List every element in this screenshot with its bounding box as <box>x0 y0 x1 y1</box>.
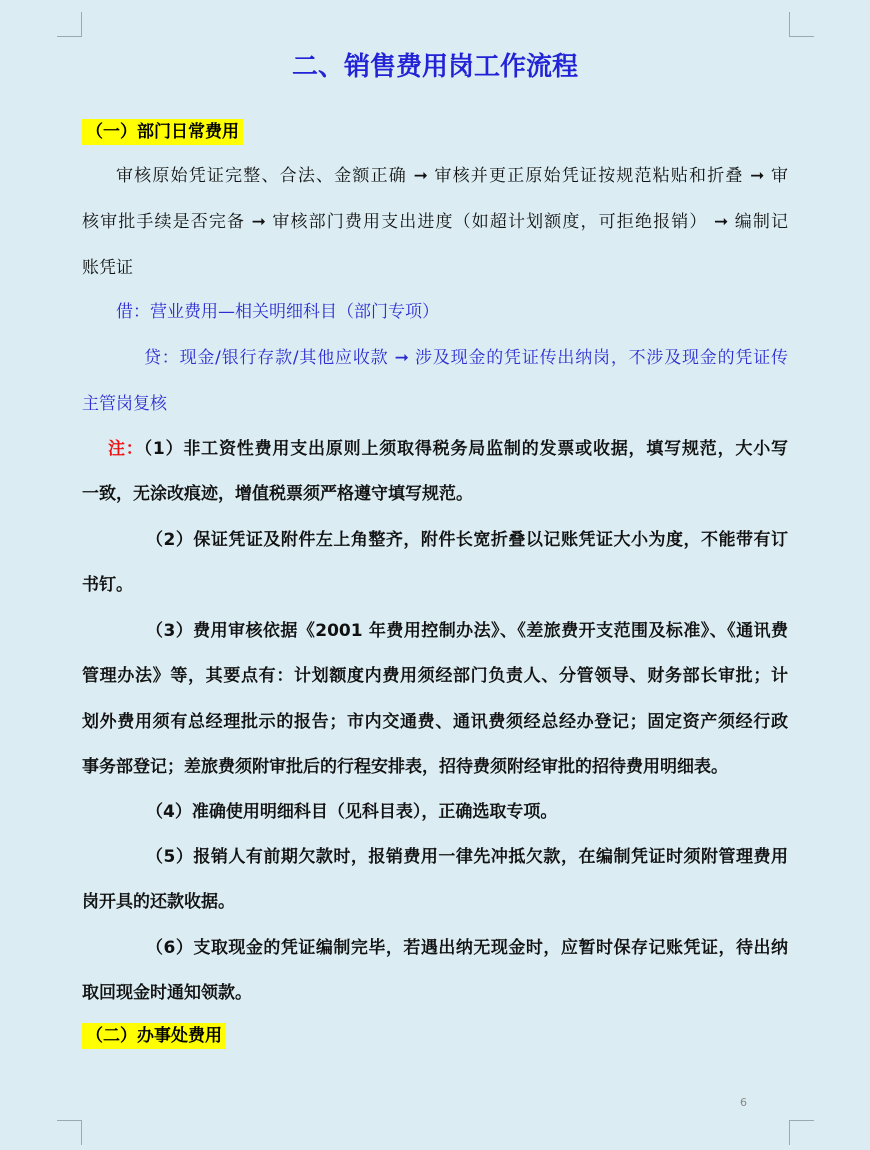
note-3-line-2: 管理办法》等，其要点有：计划额度内费用须经部门负责人、分管领导、财务部长审批；计 <box>82 666 788 686</box>
note-3-line-1: （3）费用审核依据《2001 年费用控制办法》、《差旅费开支范围及标准》、《通讯费 <box>146 621 788 641</box>
section-heading-1-wrap <box>82 120 788 144</box>
note-3-line-4: 事务部登记；差旅费须附审批后的行程安排表，招待费须附经审批的招待费用明细表。 <box>82 757 728 777</box>
note-1-line-2: 一致，无涂改痕迹，增值税票须严格遵守填写规范。 <box>82 484 473 504</box>
note-5-line-1: （5）报销人有前期欠款时，报销费用一律先冲抵欠款，在编制凭证时须附管理费用 <box>146 847 788 867</box>
section-heading-2-wrap <box>82 1024 788 1048</box>
page-corner-mark-bottom-right <box>789 1120 814 1145</box>
note-label: 注： <box>108 439 144 459</box>
credit-entry-line-2: 主管岗复核 <box>82 394 167 414</box>
flow-line-1: 审核原始凭证完整、合法、金额正确 ➞ 审核并更正原始凭证按规范粘贴和折叠 ➞ 审 <box>116 166 788 186</box>
page-number: 6 <box>740 1096 747 1109</box>
section-heading-department-expenses: （一）部门日常费用 <box>82 119 243 145</box>
note-6-line-2: 取回现金时通知领款。 <box>82 983 252 1003</box>
page-corner-mark-top-right <box>789 12 814 37</box>
note-2-line-1: （2）保证凭证及附件左上角整齐，附件长宽折叠以记账凭证大小为度，不能带有订 <box>146 530 788 550</box>
section-heading-office-expenses: （二）办事处费用 <box>82 1023 226 1049</box>
note-4-line-1: （4）准确使用明细科目（见科目表），正确选取专项。 <box>146 802 558 822</box>
note-6-line-1: （6）支取现金的凭证编制完毕，若遇出纳无现金时，应暂时保存记账凭证，待出纳 <box>146 938 788 958</box>
page-title: 二、销售费用岗工作流程 <box>291 52 578 82</box>
flow-line-2: 核审批手续是否完备 ➞ 审核部门费用支出进度（如超计划额度，可拒绝报销） ➞ 编制记 <box>82 212 788 232</box>
note-3-line-3: 划外费用须有总经理批示的报告；市内交通费、通讯费须经总经办登记；固定资产须经行政 <box>82 712 788 732</box>
note-2-line-2: 书钉。 <box>82 575 133 595</box>
note-1-line-1: 注：（1）非工资性费用支出原则上须取得税务局监制的发票或收据，填写规范，大小写 <box>108 439 789 459</box>
debit-entry: 借：营业费用—相关明细科目（部门专项） <box>116 302 439 322</box>
page-corner-mark-bottom-left <box>57 1120 82 1145</box>
page-corner-mark-top-left <box>57 12 82 37</box>
note-5-line-2: 岗开具的还款收据。 <box>82 892 235 912</box>
credit-entry-line-1: 贷：现金/银行存款/其他应收款 ➞ 涉及现金的凭证传出纳岗，不涉及现金的凭证传 <box>144 348 788 368</box>
flow-line-3: 账凭证 <box>82 258 133 278</box>
